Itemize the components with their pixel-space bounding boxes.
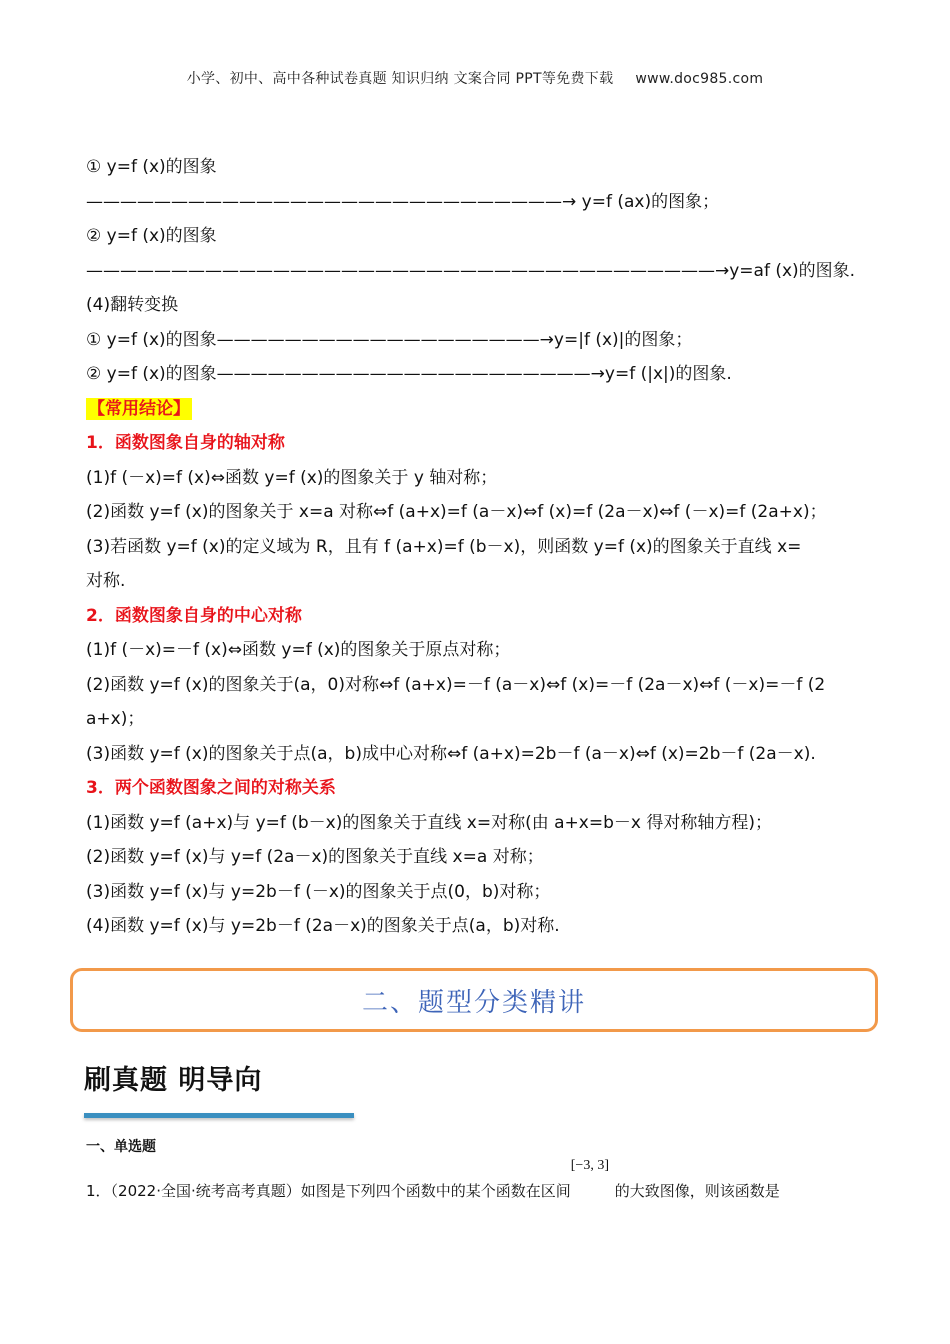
text-line: (2)函数 y=f (x)的图象关于 x=a 对称⇔f (a+x)=f (a－x)⇔f (x)=f (2a－x)⇔f (－x)=f (2a+x)； — [86, 502, 827, 522]
text-line: (4)翻转变换 — [86, 295, 179, 315]
question-1 — [86, 1158, 780, 1201]
brush-title: 刷真题 明导向 — [84, 1065, 263, 1096]
text-line: ————————————————————————————→ y=f (ax)的图象； — [86, 191, 720, 212]
text-line: 对称. — [86, 571, 126, 591]
text-line: (4)函数 y=f (x)与 y=2b－f (2a－x)的图象关于点(a，b)对称. — [86, 916, 560, 936]
header-text: 小学、初中、高中各种试卷真题 知识归纳 文案合同 PPT等免费下载 — [186, 71, 614, 87]
section-title: 二、题型分类精讲 — [361, 987, 586, 1018]
conclusion-tag-row — [86, 392, 866, 427]
section-heading: 2．函数图象自身的中心对称 — [86, 605, 302, 626]
header-site: www.doc985.com — [635, 71, 764, 87]
interval-formula — [570, 1158, 615, 1196]
text-line: (3)函数 y=f (x)与 y=2b－f (－x)的图象关于点(0，b)对称； — [86, 881, 551, 902]
text-line: (1)f (－x)=－f (x)⇔函数 y=f (x)的图象关于原点对称； — [86, 640, 511, 660]
text-line: (2)函数 y=f (x)的图象关于(a，0)对称⇔f (a+x)=－f (a－x)⇔f (x)=－f (2a－x)⇔f (－x)=－f (2 — [86, 674, 826, 695]
text-line: (3)若函数 y=f (x)的定义域为 R，且有 f (a+x)=f (b－x)，则函数 y=f (x)的图象关于直线 x= — [86, 536, 802, 557]
main-content — [86, 150, 866, 944]
interval-text: [−3, 3] — [570, 1158, 609, 1173]
section-heading: 1．函数图象自身的轴对称 — [86, 433, 285, 453]
text-line: a+x)； — [86, 709, 145, 729]
question-1-suffix: 的大致图像，则该函数是 — [614, 1182, 780, 1200]
text-line: (3)函数 y=f (x)的图象关于点(a，b)成中心对称⇔f (a+x)=2b－f (a－x)⇔f (x)=2b－f (2a－x). — [86, 743, 816, 764]
title-underline-bar — [84, 1113, 354, 1118]
section-title-box — [70, 968, 878, 1032]
text-line: ① y=f (x)的图象———————————————————→y=|f (x)|的图象； — [86, 329, 693, 350]
text-line: ② y=f (x)的图象 — [86, 226, 217, 246]
conclusion-tag: 【常用结论】 — [88, 398, 190, 419]
page-header — [0, 68, 950, 88]
text-line: (1)f (－x)=f (x)⇔函数 y=f (x)的图象关于 y 轴对称； — [86, 467, 498, 488]
question-1-prefix: 1．（2022·全国·统考高考真题）如图是下列四个函数中的某个函数在区间 — [86, 1182, 571, 1200]
text-line: (2)函数 y=f (x)与 y=f (2a－x)的图象关于直线 x=a 对称； — [86, 847, 544, 867]
section-heading: 3．两个函数图象之间的对称关系 — [86, 778, 336, 798]
text-line: (1)函数 y=f (a+x)与 y=f (b－x)的图象关于直线 x=对称(由 a+x=b－x 得对称轴方程)； — [86, 812, 772, 833]
text-line: —————————————————————————————————————→y=af (x)的图象. — [86, 260, 856, 281]
text-line: ② y=f (x)的图象——————————————————————→y=f (|x|)的图象. — [86, 364, 732, 384]
text-line: ① y=f (x)的图象 — [86, 157, 217, 177]
question-type-heading: 一、单选题 — [86, 1139, 156, 1155]
